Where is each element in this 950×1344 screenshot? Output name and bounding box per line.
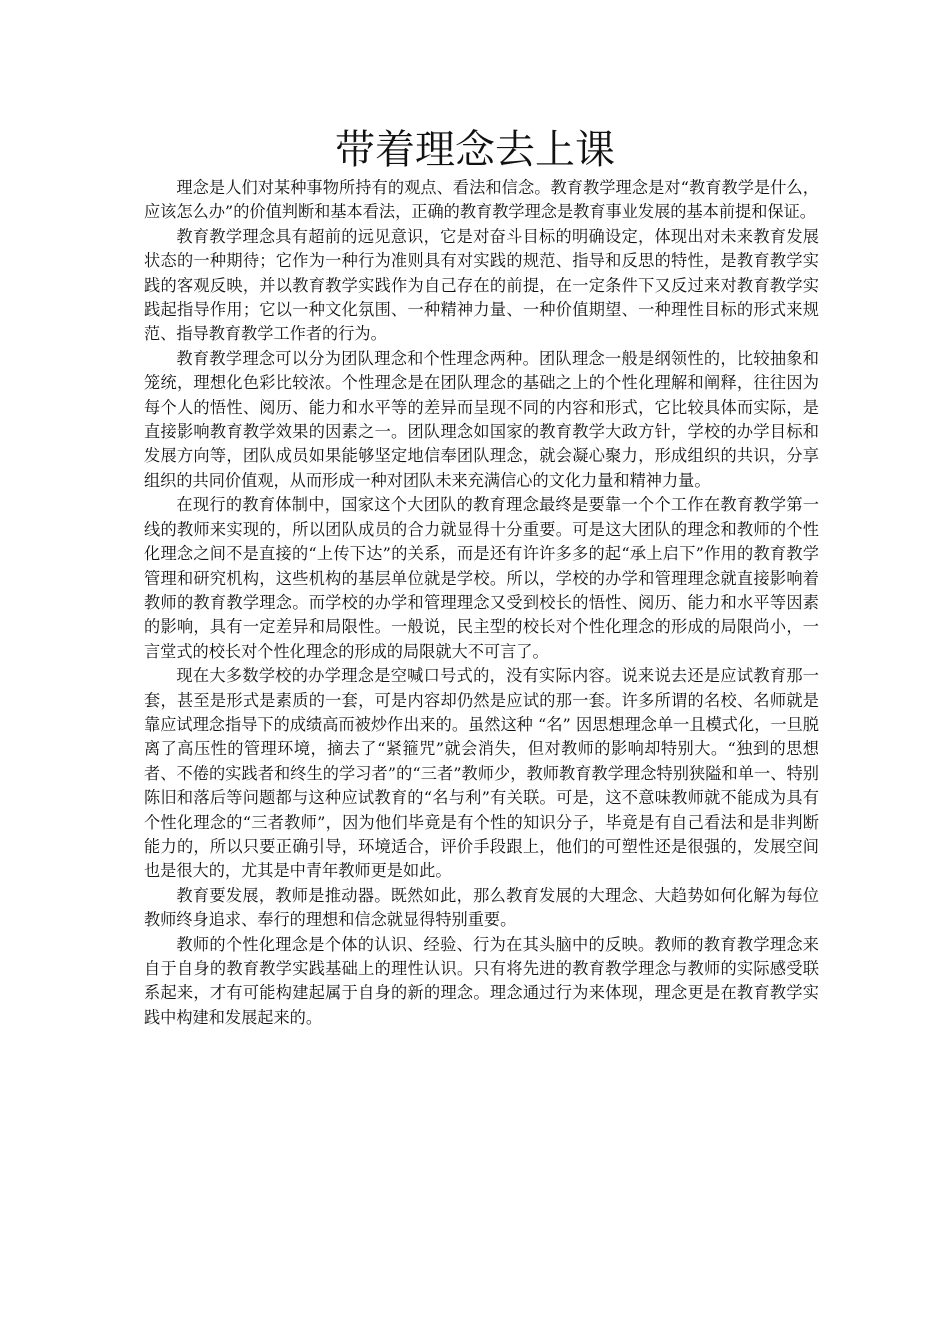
paragraph-4: 在现行的教育体制中，国家这个大团队的教育理念最终是要靠一个个工作在教育教学第一线的教师来实现的，所以团队成员的合力就显得十分重要。可是这大团队的理念和教师的个性化理念之间不是直接的“上传下达”的关系，而是还有许许多多的起“承上启下”作用的教育教学管理和研究机构，这些机构的基层单位就是学校。所以，学校的办学和管理理念就直接影响着教师的教育教学理念。而学校的办学和管理理念又受到校长的悟性、阅历、能力和水平等因素的影响，具有一定差异和局限性。一般说，民主型的校长对个性化理念的形成的局限尚小，一言堂式的校长对个性化理念的形成的局限就大不可言了。 [144, 495, 819, 661]
page-title: 带着理念去上课 [335, 127, 615, 173]
paragraph-6: 教育要发展，教师是推动器。既然如此，那么教育发展的大理念、大趋势如何化解为每位教师终身追求、奉行的理想和信念就显得特别重要。 [144, 885, 819, 930]
paragraph-5: 现在大多数学校的办学理念是空喊口号式的，没有实际内容。说来说去还是应试教育那一套，甚至是形式是素质的一套，可是内容却仍然是应试的那一套。许多所谓的名校、名师就是靠应试理念指导下的成绩高而被炒作出来的。虽然这种 “名” 因思想理念单一且模式化，一旦脱离了高压性的管理环境，摘去了“紧箍咒”就会消失，但对教师的影响却特别大。“独到的思想者、不倦的实践者和终生的学习者”的“三者”教师少，教师教育教学理念特别狭隘和单一、特别陈旧和落后等问题都与这种应试教育的“名与利”有关联。可是，这不意味教师就不能成为具有个性化理念的“三者教师”，因为他们毕竟是有个性的知识分子，毕竟是有自己看法和是非判断能力的，所以只要正确引导，环境适合，评价手段跟上，他们的可塑性还是很强的，发展空间也是很大的，尤其是中青年教师更是如此。 [144, 666, 819, 881]
article-body [144, 176, 819, 1030]
paragraph-1: 理念是人们对某种事物所持有的观点、看法和信念。教育教学理念是对“教育教学是什么，应该怎么办”的价值判断和基本看法，正确的教育教学理念是教育事业发展的基本前提和保证。 [144, 178, 819, 222]
paragraph-7: 教师的个性化理念是个体的认识、经验、行为在其头脑中的反映。教师的教育教学理念来自于自身的教育教学实践基础上的理性认识。只有将先进的教育教学理念与教师的实际感受联系起来，才有可能构建起属于自身的新的理念。理念通过行为来体现，理念更是在教育教学实践中构建和发展起来的。 [144, 934, 819, 1027]
paragraph-2: 教育教学理念具有超前的远见意识，它是对奋斗目标的明确设定，体现出对未来教育发展状态的一种期待；它作为一种行为准则具有对实践的规范、指导和反思的特性，是教育教学实践的客观反映，并以教育教学实践作为自己存在的前提，在一定条件下又反过来对教育教学实践起指导作用；它以一种文化氛围、一种精神力量、一种价值期望、一种理性目标的形式来规范、指导教育教学工作者的行为。 [144, 226, 819, 344]
paragraph-3: 教育教学理念可以分为团队理念和个性理念两种。团队理念一般是纲领性的，比较抽象和笼统，理想化色彩比较浓。个性理念是在团队理念的基础之上的个性化理解和阐释，往往因为每个人的悟性、阅历、能力和水平等的差异而呈现不同的内容和形式，它比较具体而实际，是直接影响教育教学效果的因素之一。团队理念如国家的教育教学大政方针，学校的办学目标和发展方向等，团队成员如果能够坚定地信奉团队理念，就会凝心聚力，形成组织的共识，分享组织的共同价值观，从而形成一种对团队未来充满信心的文化力量和精神力量。 [144, 348, 819, 490]
